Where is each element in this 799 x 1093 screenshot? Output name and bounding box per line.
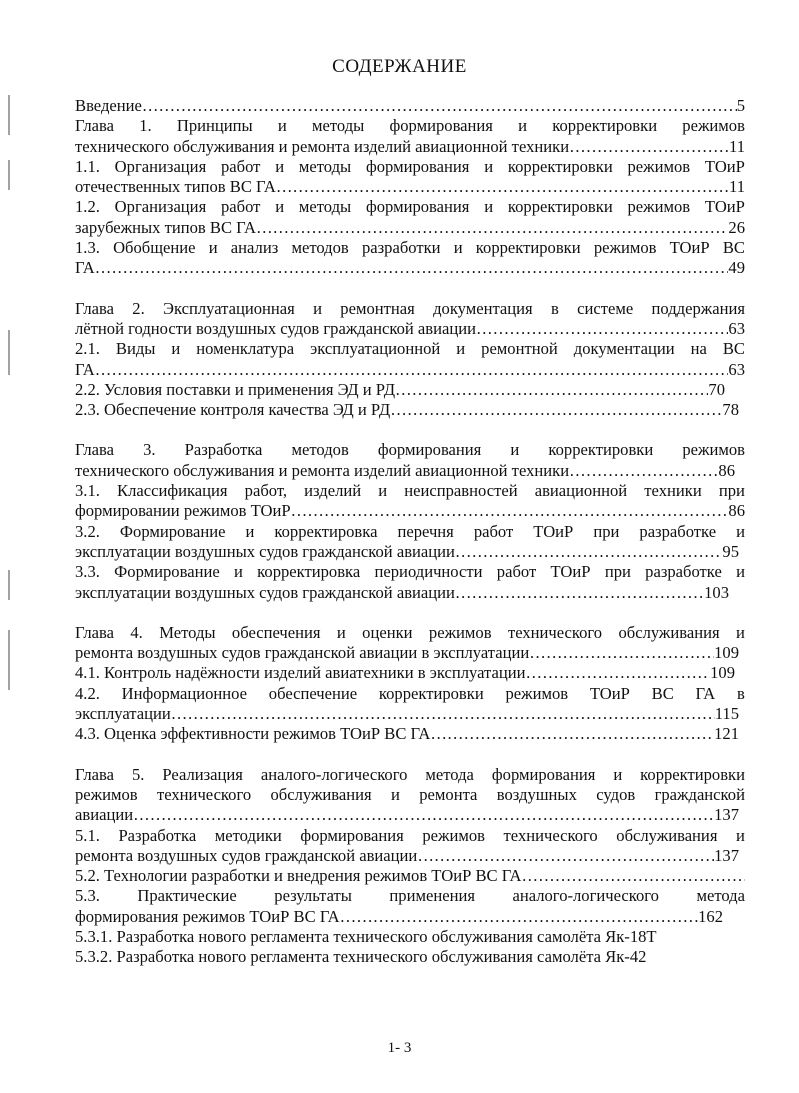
scan-artifact: [8, 95, 10, 135]
scan-artifact: [8, 630, 10, 690]
toc-entry-text: Глава 2. Эксплуатационная и ремонтная документация в системе поддержания: [75, 298, 745, 318]
toc-entry-text: 4.2. Информационное обеспечение корректировки режимов ТОиР ВС ГА в: [75, 683, 745, 703]
toc-entry-text: лётной годности воздушных судов гражданской авиации: [75, 318, 476, 338]
toc-entry-text: 5.3.2. Разработка нового регламента технического обслуживания самолёта Як-42: [75, 947, 647, 967]
toc-entry-text: Глава 5. Реализация аналого-логического метода формирования и корректировки: [75, 764, 745, 784]
toc-entry-text: 5.3.1. Разработка нового регламента технического обслуживания самолёта Як-18Т: [75, 926, 657, 946]
toc-entry-text: эксплуатации: [75, 704, 171, 724]
toc-entry-page: 121: [714, 724, 739, 744]
toc-entry-2-1-cont[interactable]: [75, 360, 745, 380]
toc-entry-chapter-1[interactable]: [75, 116, 745, 136]
toc-entry-1-3[interactable]: [75, 238, 745, 258]
toc-entry-page: 26: [728, 217, 745, 237]
toc-entry-chapter-3-cont[interactable]: [75, 461, 735, 481]
toc-entry-text: эксплуатации воздушных судов гражданской авиации: [75, 582, 455, 602]
toc-entry-chapter-3[interactable]: [75, 440, 745, 460]
toc-entry-4-1[interactable]: [75, 663, 735, 683]
toc-entry-text: 4.1. Контроль надёжности изделий авиатехники в эксплуатации: [75, 663, 526, 683]
toc-entry-chapter-1-cont[interactable]: [75, 137, 745, 157]
toc-entry-text: Глава 1. Принципы и методы формирования и корректировки режимов: [75, 116, 745, 136]
toc-entry-1-2-cont[interactable]: [75, 218, 745, 238]
toc-entry-page: 5: [736, 96, 745, 115]
toc-entry-text: 1.3. Обобщение и анализ методов разработки и корректировки режимов ТОиР ВС: [75, 238, 745, 258]
page-title: СОДЕРЖАНИЕ: [332, 56, 467, 77]
toc-entry-1-2[interactable]: [75, 197, 745, 217]
toc-entry-text: 5.3. Практические результаты применения аналого-логического метода: [75, 886, 745, 906]
table-of-contents: [75, 96, 745, 988]
toc-entry-page: 137: [714, 805, 739, 825]
toc-entry-1-1[interactable]: [75, 157, 745, 177]
toc-entry-text: 1.1. Организация работ и методы формирования и корректировки режимов ТОиР: [75, 156, 745, 176]
toc-entry-page: 63: [728, 318, 745, 338]
toc-entry-5-3[interactable]: [75, 886, 745, 906]
toc-entry-text: 1.2. Организация работ и методы формирования и корректировки режимов ТОиР: [75, 197, 745, 217]
toc-entry-text: формирования режимов ТОиР ВС ГА: [75, 906, 340, 926]
toc-entry-chapter-5[interactable]: [75, 765, 745, 785]
toc-entry-text: Глава 4. Методы обеспечения и оценки режимов технического обслуживания и: [75, 622, 745, 642]
toc-entry-text: Введение: [75, 96, 142, 115]
toc-entry-text: 2.2. Условия поставки и применения ЭД и РД: [75, 379, 396, 399]
toc-entry-page: 11: [729, 136, 745, 156]
toc-entry-text: 3.3. Формирование и корректировка периодичности работ ТОиР при разработке и: [75, 562, 745, 582]
toc-entry-page: 95: [722, 541, 739, 561]
toc-entry-1-1-cont[interactable]: [75, 177, 745, 197]
toc-entry-4-2-cont[interactable]: [75, 704, 739, 724]
toc-entry-chapter-4-cont[interactable]: [75, 643, 739, 663]
toc-entry-page: 86: [728, 501, 745, 521]
toc-entry-text: ремонта воздушных судов гражданской авиации: [75, 845, 418, 865]
toc-entry-text: эксплуатации воздушных судов гражданской авиации: [75, 541, 455, 561]
scan-artifact: [8, 160, 10, 190]
toc-entry-page: 137: [714, 845, 739, 865]
toc-entry-text: 2.3. Обеспечение контроля качества ЭД и РД: [75, 400, 391, 420]
toc-group-chapter2: [75, 299, 745, 421]
toc-entry-text: авиации: [75, 805, 134, 825]
toc-entry-page: 49: [728, 258, 745, 278]
toc-entry-text: 3.2. Формирование и корректировка перечня работ ТОиР при разработке и: [75, 521, 745, 541]
toc-entry-3-1[interactable]: [75, 481, 745, 501]
toc-entry-5-3-2[interactable]: [75, 947, 745, 967]
toc-entry-page: 63: [728, 359, 745, 379]
toc-entry-4-2[interactable]: [75, 684, 745, 704]
toc-entry-text: ГА: [75, 258, 95, 278]
toc-entry-1-3-cont[interactable]: [75, 258, 745, 278]
toc-entry-3-3[interactable]: [75, 562, 745, 582]
toc-entry-text: зарубежных типов ВС ГА: [75, 217, 256, 237]
toc-entry-text: 2.1. Виды и номенклатура эксплуатационной и ремонтной документации на ВС: [75, 339, 745, 359]
toc-entry-4-3[interactable]: [75, 724, 739, 744]
toc-entry-page: 70: [708, 379, 725, 399]
toc-group-chapter4: [75, 623, 745, 745]
scan-artifact: [8, 570, 10, 600]
toc-entry-chapter-5-cont2[interactable]: [75, 805, 739, 825]
toc-entry-3-1-cont[interactable]: [75, 501, 745, 521]
scan-artifact: [8, 330, 10, 375]
toc-entry-text: Глава 3. Разработка методов формирования и корректировки режимов: [75, 440, 745, 460]
toc-entry-chapter-5-cont[interactable]: [75, 785, 745, 805]
toc-entry-chapter-2[interactable]: [75, 299, 745, 319]
toc-entry-text: формировании режимов ТОиР: [75, 501, 291, 521]
toc-group-chapter5: [75, 765, 745, 968]
toc-entry-page: 11: [729, 177, 745, 197]
toc-group-intro-chapter1: [75, 96, 745, 279]
toc-entry-page: 78: [722, 400, 739, 420]
toc-entry-5-3-cont[interactable]: [75, 907, 723, 927]
toc-entry-2-3[interactable]: [75, 400, 739, 420]
toc-entry-5-1-cont[interactable]: [75, 846, 739, 866]
toc-entry-page: 103: [704, 582, 729, 602]
toc-entry-page: 162: [698, 906, 723, 926]
toc-entry-text: ГА: [75, 359, 95, 379]
toc-entry-page: 115: [714, 704, 739, 724]
toc-entry-text: технического обслуживания и ремонта изделий авиационной техники: [75, 136, 570, 156]
toc-entry-text: режимов технического обслуживания и ремонта воздушных судов гражданской: [75, 784, 745, 804]
toc-entry-5-2[interactable]: [75, 866, 745, 886]
toc-entry-5-1[interactable]: [75, 826, 745, 846]
toc-entry-text: 4.3. Оценка эффективности режимов ТОиР ВС ГА: [75, 724, 431, 744]
toc-entry-5-3-1[interactable]: [75, 927, 745, 947]
toc-entry-2-1[interactable]: [75, 339, 745, 359]
toc-entry-text: 5.2. Технологии разработки и внедрения режимов ТОиР ВС ГА: [75, 866, 522, 886]
toc-entry-chapter-2-cont[interactable]: [75, 319, 745, 339]
toc-entry-page: 109: [710, 663, 735, 683]
toc-entry-chapter-4[interactable]: [75, 623, 745, 643]
toc-entry-text: отечественных типов ВС ГА: [75, 177, 276, 197]
toc-entry-3-3-cont[interactable]: [75, 583, 729, 603]
toc-entry-page: 109: [714, 643, 739, 663]
toc-entry-3-2-cont[interactable]: [75, 542, 739, 562]
toc-entry-text: технического обслуживания и ремонта изделий авиационной техники: [75, 460, 570, 480]
toc-entry-text: ремонта воздушных судов гражданской авиации в эксплуатации: [75, 643, 530, 663]
toc-group-chapter3: [75, 440, 745, 602]
toc-entry-2-2[interactable]: [75, 380, 725, 400]
toc-entry-introduction[interactable]: [75, 96, 745, 116]
toc-entry-page: 86: [718, 460, 735, 480]
toc-entry-text: 5.1. Разработка методики формирования режимов технического обслуживания и: [75, 825, 745, 845]
page-number: 1- 3: [387, 1040, 412, 1056]
toc-entry-text: 3.1. Классификация работ, изделий и неисправностей авиационной техники при: [75, 481, 745, 501]
toc-entry-3-2[interactable]: [75, 522, 745, 542]
